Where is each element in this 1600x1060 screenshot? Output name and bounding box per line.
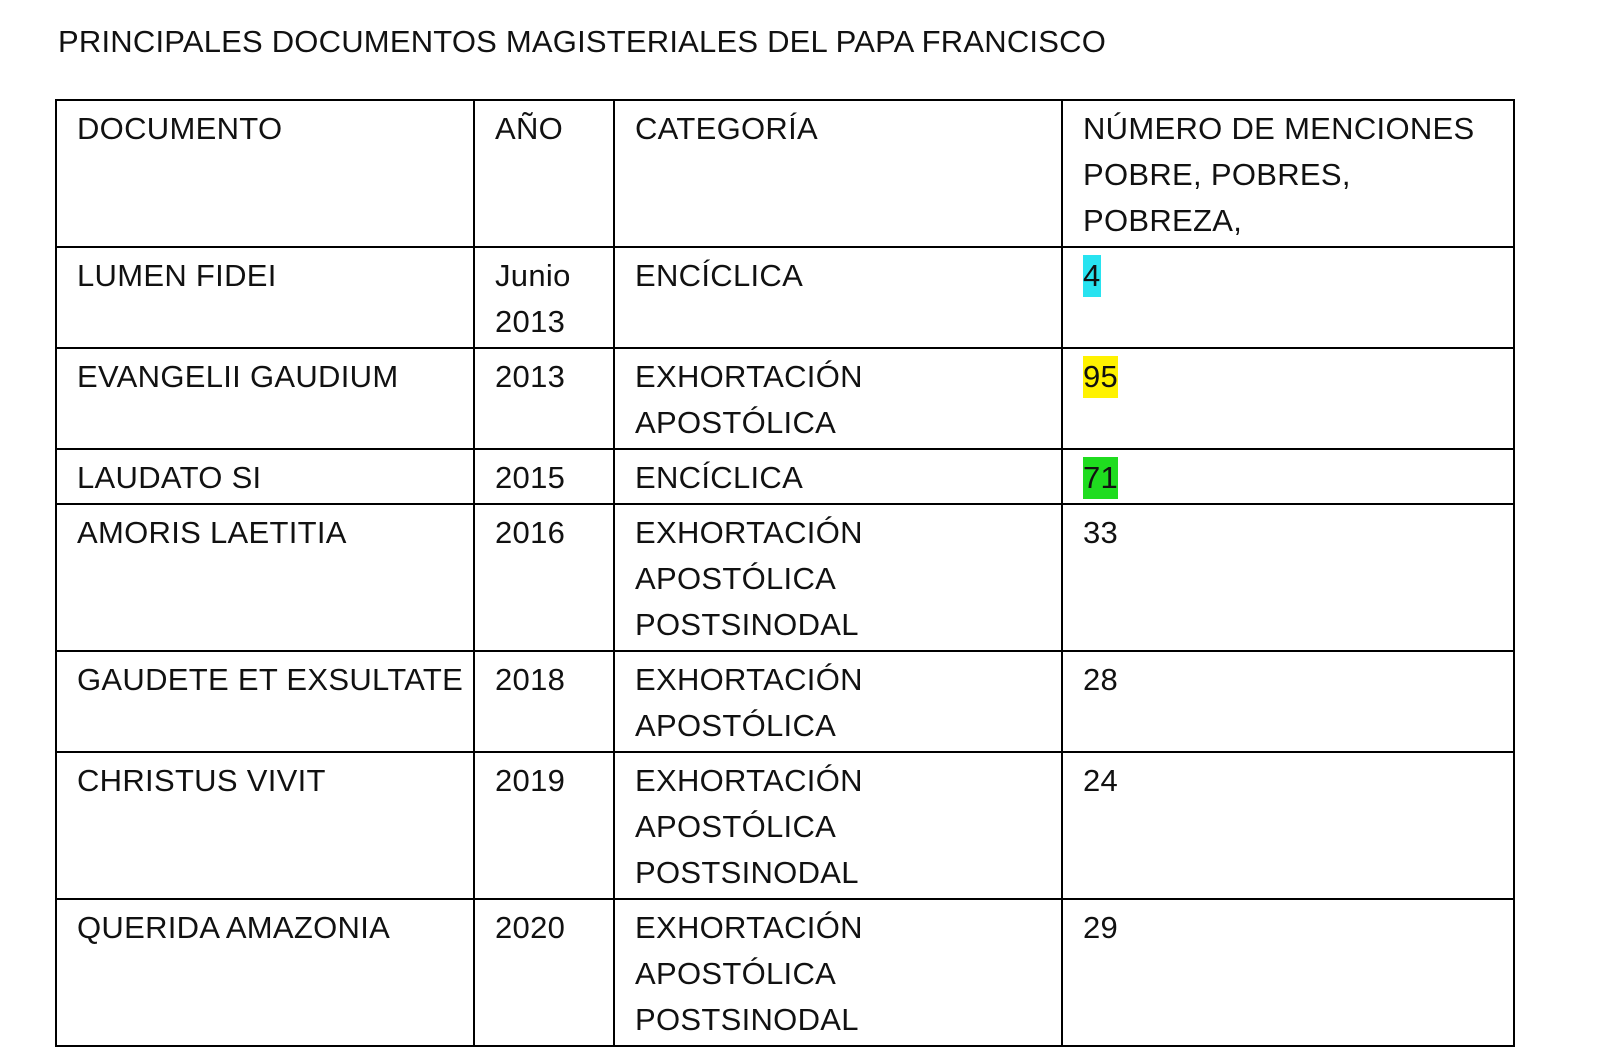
highlighted-value: 71 — [1083, 457, 1118, 499]
cell-categoria: ENCÍCLICA — [614, 449, 1062, 504]
table-row — [56, 348, 1514, 449]
header-categoria: CATEGORÍA — [614, 100, 1062, 247]
cell-categoria: ENCÍCLICA — [614, 247, 1062, 348]
header-menciones-line: POBRE, POBRES, — [1083, 157, 1351, 192]
table-row — [56, 247, 1514, 348]
cell-anio: 2018 — [474, 651, 614, 752]
cell-documento: GAUDETE ET EXSULTATE — [56, 651, 474, 752]
cell-menciones — [1062, 449, 1514, 504]
cell-categoria: EXHORTACIÓN APOSTÓLICA POSTSINODAL — [614, 504, 1062, 651]
cell-documento: LAUDATO SI — [56, 449, 474, 504]
cell-categoria: EXHORTACIÓN APOSTÓLICA — [614, 348, 1062, 449]
highlighted-value: 4 — [1083, 255, 1101, 297]
highlighted-value: 95 — [1083, 356, 1118, 398]
table-header-row — [56, 100, 1514, 247]
table-row — [56, 504, 1514, 651]
header-documento: DOCUMENTO — [56, 100, 474, 247]
header-anio: AÑO — [474, 100, 614, 247]
cell-documento: EVANGELII GAUDIUM — [56, 348, 474, 449]
cell-documento: QUERIDA AMAZONIA — [56, 899, 474, 1046]
documents-table — [55, 99, 1515, 1047]
cell-menciones: 33 — [1062, 504, 1514, 651]
table-row — [56, 449, 1514, 504]
document-title: PRINCIPALES DOCUMENTOS MAGISTERIALES DEL PAPA FRANCISCO — [58, 24, 1107, 59]
cell-menciones: 24 — [1062, 752, 1514, 899]
header-menciones — [1062, 100, 1514, 247]
cell-documento: CHRISTUS VIVIT — [56, 752, 474, 899]
cell-menciones: 28 — [1062, 651, 1514, 752]
table-row — [56, 752, 1514, 899]
cell-menciones — [1062, 348, 1514, 449]
cell-anio: 2013 — [474, 348, 614, 449]
table-row — [56, 651, 1514, 752]
cell-categoria: EXHORTACIÓN APOSTÓLICA — [614, 651, 1062, 752]
cell-menciones — [1062, 247, 1514, 348]
cell-documento: AMORIS LAETITIA — [56, 504, 474, 651]
cell-anio: 2019 — [474, 752, 614, 899]
header-menciones-line: POBREZA, — [1083, 203, 1243, 238]
cell-anio: Junio 2013 — [474, 247, 614, 348]
header-menciones-line: NÚMERO DE MENCIONES — [1083, 111, 1475, 146]
table-row — [56, 899, 1514, 1046]
cell-categoria: EXHORTACIÓN APOSTÓLICA POSTSINODAL — [614, 899, 1062, 1046]
cell-documento: LUMEN FIDEI — [56, 247, 474, 348]
cell-anio: 2020 — [474, 899, 614, 1046]
cell-anio: 2016 — [474, 504, 614, 651]
cell-anio: 2015 — [474, 449, 614, 504]
cell-categoria: EXHORTACIÓN APOSTÓLICA POSTSINODAL — [614, 752, 1062, 899]
cell-menciones: 29 — [1062, 899, 1514, 1046]
